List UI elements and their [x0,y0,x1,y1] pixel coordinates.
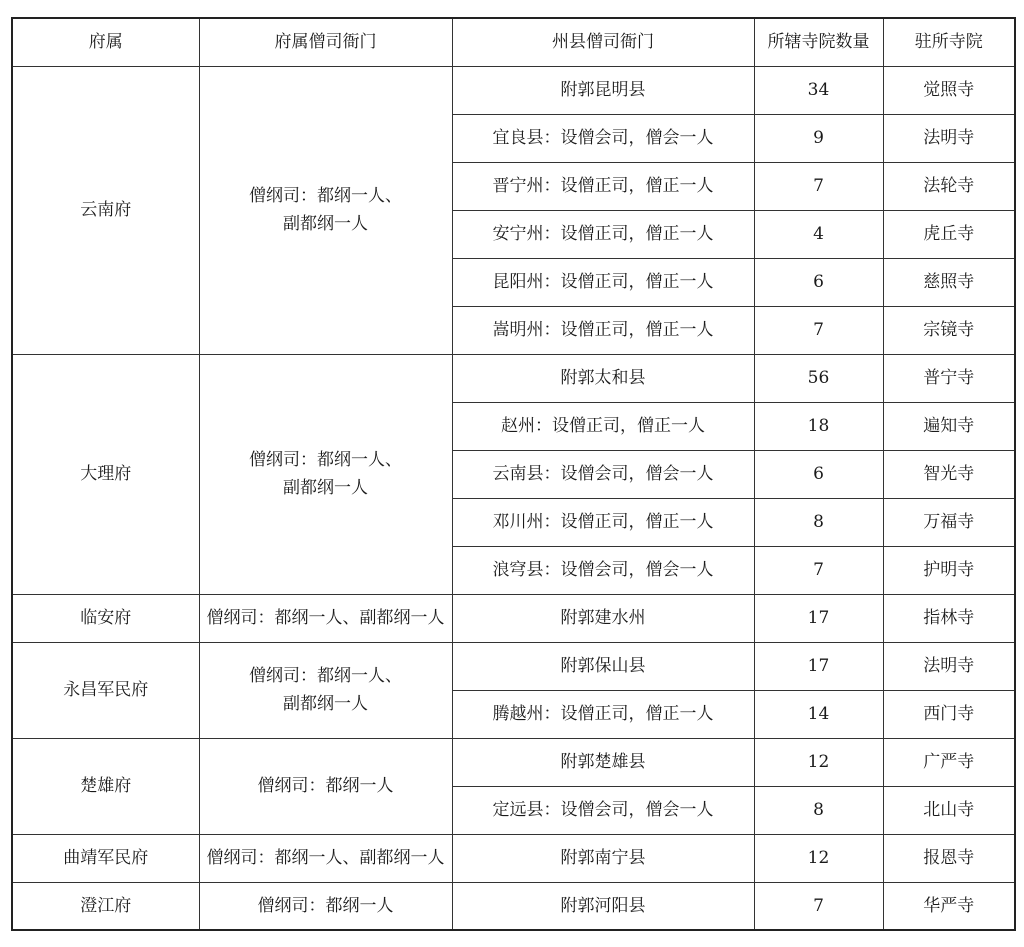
fu-cell: 大理府 [12,354,199,594]
seat-temple-cell: 觉照寺 [883,66,1015,114]
zhou-yamen-cell: 附郭太和县 [452,354,754,402]
seat-temple-cell: 虎丘寺 [883,210,1015,258]
header-zhou-yamen: 州县僧司衙门 [452,18,754,66]
fu-cell: 澄江府 [12,882,199,930]
temple-count-cell: 17 [754,642,883,690]
zhou-yamen-cell: 晋宁州：设僧正司，僧正一人 [452,162,754,210]
temple-count-cell: 12 [754,834,883,882]
table-row [12,738,1015,786]
table-row [12,594,1015,642]
fu-cell: 楚雄府 [12,738,199,834]
temple-count-cell: 14 [754,690,883,738]
seat-temple-cell: 报恩寺 [883,834,1015,882]
temple-count-cell: 56 [754,354,883,402]
fu-cell: 临安府 [12,594,199,642]
fu-yamen-cell: 僧纲司：都纲一人、副都纲一人 [199,594,452,642]
fu-yamen-cell: 僧纲司：都纲一人 [199,882,452,930]
seat-temple-cell: 法明寺 [883,642,1015,690]
seat-temple-cell: 宗镜寺 [883,306,1015,354]
header-count: 所辖寺院数量 [754,18,883,66]
temple-count-cell: 34 [754,66,883,114]
seat-temple-cell: 法轮寺 [883,162,1015,210]
temple-count-cell: 12 [754,738,883,786]
zhou-yamen-cell: 定远县：设僧会司，僧会一人 [452,786,754,834]
zhou-yamen-cell: 昆阳州：设僧正司，僧正一人 [452,258,754,306]
table-header [12,18,1015,66]
temple-count-cell: 4 [754,210,883,258]
header-fu: 府属 [12,18,199,66]
seat-temple-cell: 西门寺 [883,690,1015,738]
fu-cell: 永昌军民府 [12,642,199,738]
seat-temple-cell: 法明寺 [883,114,1015,162]
seat-temple-cell: 华严寺 [883,882,1015,930]
temple-count-cell: 8 [754,786,883,834]
fu-cell: 云南府 [12,66,199,354]
table-row [12,882,1015,930]
zhou-yamen-cell: 嵩明州：设僧正司，僧正一人 [452,306,754,354]
table-row [12,642,1015,690]
temple-count-cell: 17 [754,594,883,642]
temple-count-cell: 6 [754,450,883,498]
table-row [12,66,1015,114]
header-row [12,18,1015,66]
seat-temple-cell: 北山寺 [883,786,1015,834]
zhou-yamen-cell: 附郭南宁县 [452,834,754,882]
seat-temple-cell: 智光寺 [883,450,1015,498]
temple-count-cell: 18 [754,402,883,450]
zhou-yamen-cell: 邓川州：设僧正司，僧正一人 [452,498,754,546]
fu-yamen-cell: 僧纲司：都纲一人、副都纲一人 [199,834,452,882]
zhou-yamen-cell: 附郭河阳县 [452,882,754,930]
table-row [12,834,1015,882]
table-row [12,354,1015,402]
fu-yamen-cell: 僧纲司：都纲一人 [199,738,452,834]
seat-temple-cell: 万福寺 [883,498,1015,546]
fu-yamen-cell: 僧纲司：都纲一人、 副都纲一人 [199,642,452,738]
zhou-yamen-cell: 附郭保山县 [452,642,754,690]
zhou-yamen-cell: 腾越州：设僧正司，僧正一人 [452,690,754,738]
zhou-yamen-cell: 宜良县：设僧会司，僧会一人 [452,114,754,162]
seat-temple-cell: 广严寺 [883,738,1015,786]
zhou-yamen-cell: 浪穹县：设僧会司，僧会一人 [452,546,754,594]
seat-temple-cell: 指林寺 [883,594,1015,642]
zhou-yamen-cell: 附郭建水州 [452,594,754,642]
seat-temple-cell: 慈照寺 [883,258,1015,306]
header-temple: 驻所寺院 [883,18,1015,66]
seat-temple-cell: 普宁寺 [883,354,1015,402]
zhou-yamen-cell: 附郭楚雄县 [452,738,754,786]
fu-yamen-cell: 僧纲司：都纲一人、 副都纲一人 [199,66,452,354]
zhou-yamen-cell: 安宁州：设僧正司，僧正一人 [452,210,754,258]
temple-count-cell: 7 [754,162,883,210]
monastic-office-table [11,17,1016,931]
seat-temple-cell: 护明寺 [883,546,1015,594]
zhou-yamen-cell: 附郭昆明县 [452,66,754,114]
fu-cell: 曲靖军民府 [12,834,199,882]
table-body [12,66,1015,930]
fu-yamen-cell: 僧纲司：都纲一人、 副都纲一人 [199,354,452,594]
temple-count-cell: 8 [754,498,883,546]
header-fu-yamen: 府属僧司衙门 [199,18,452,66]
temple-count-cell: 7 [754,882,883,930]
temple-count-cell: 9 [754,114,883,162]
temple-count-cell: 7 [754,306,883,354]
temple-count-cell: 6 [754,258,883,306]
temple-count-cell: 7 [754,546,883,594]
seat-temple-cell: 遍知寺 [883,402,1015,450]
zhou-yamen-cell: 云南县：设僧会司，僧会一人 [452,450,754,498]
zhou-yamen-cell: 赵州：设僧正司，僧正一人 [452,402,754,450]
